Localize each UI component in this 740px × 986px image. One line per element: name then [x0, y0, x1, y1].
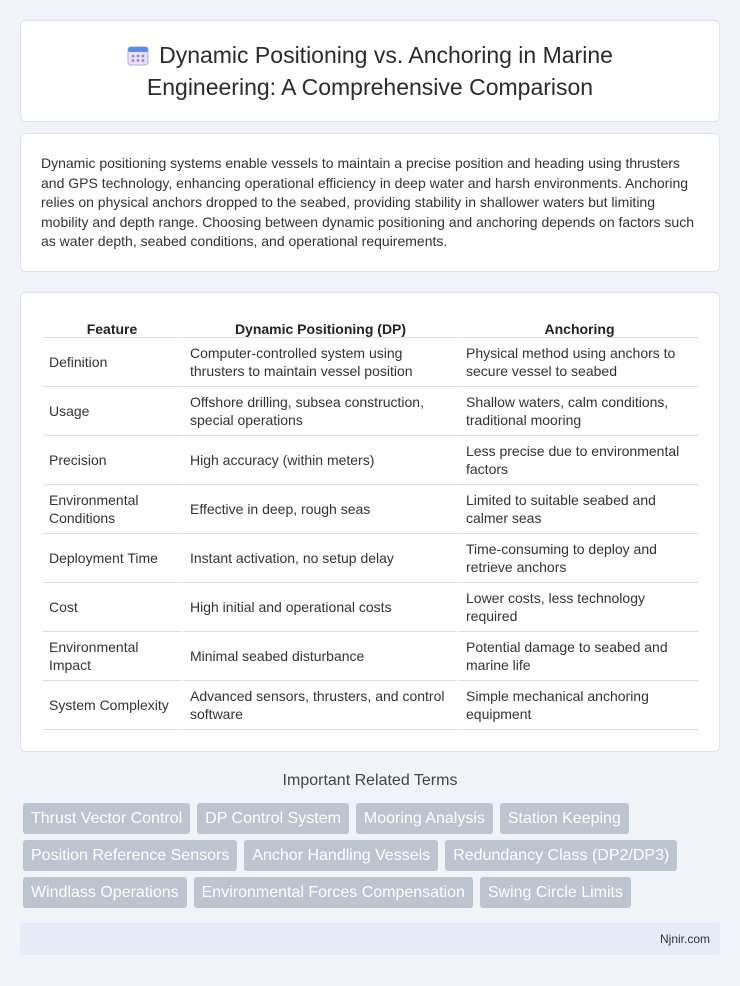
table-header-row: [43, 315, 699, 338]
table-row: [43, 387, 699, 436]
footer: [20, 923, 720, 955]
intro-card: [20, 133, 720, 272]
header-dp: Dynamic Positioning (DP): [181, 315, 457, 338]
feature-cell: Environmental Impact: [43, 632, 181, 681]
dp-cell: Offshore drilling, subsea construction, special operations: [181, 387, 457, 436]
anchoring-cell: Lower costs, less technology required: [457, 583, 699, 632]
table-row: [43, 681, 699, 730]
term-tag[interactable]: Thrust Vector Control: [23, 803, 190, 834]
dp-cell: Minimal seabed disturbance: [181, 632, 457, 681]
table-row: [43, 338, 699, 387]
term-tag[interactable]: Environmental Forces Compensation: [194, 877, 473, 908]
dp-cell: High initial and operational costs: [181, 583, 457, 632]
dp-cell: High accuracy (within meters): [181, 436, 457, 485]
feature-cell: Deployment Time: [43, 534, 181, 583]
dp-cell: Instant activation, no setup delay: [181, 534, 457, 583]
term-tag[interactable]: Position Reference Sensors: [23, 840, 237, 871]
term-tag[interactable]: Anchor Handling Vessels: [244, 840, 438, 871]
page-title: [90, 41, 650, 102]
footer-brand[interactable]: Njnir.com: [659, 932, 710, 946]
header-anchoring: Anchoring: [457, 315, 699, 338]
term-tag[interactable]: Redundancy Class (DP2/DP3): [445, 840, 677, 871]
term-tag[interactable]: Swing Circle Limits: [480, 877, 631, 908]
dp-cell: Advanced sensors, thrusters, and control software: [181, 681, 457, 730]
anchoring-cell: Potential damage to seabed and marine life: [457, 632, 699, 681]
dp-cell: Effective in deep, rough seas: [181, 485, 457, 534]
anchoring-cell: Shallow waters, calm conditions, traditional mooring: [457, 387, 699, 436]
anchoring-cell: Physical method using anchors to secure vessel to seabed: [457, 338, 699, 387]
term-tag[interactable]: Windlass Operations: [23, 877, 187, 908]
anchoring-cell: Time-consuming to deploy and retrieve anchors: [457, 534, 699, 583]
feature-cell: System Complexity: [43, 681, 181, 730]
anchoring-cell: Limited to suitable seabed and calmer seas: [457, 485, 699, 534]
table-row: [43, 485, 699, 534]
term-tag[interactable]: Station Keeping: [500, 803, 629, 834]
calendar-icon: [127, 44, 149, 73]
related-terms-list: [23, 803, 723, 914]
table-row: [43, 632, 699, 681]
table-row: [43, 436, 699, 485]
comparison-table: [43, 315, 699, 730]
feature-cell: Environmental Conditions: [43, 485, 181, 534]
related-terms-heading: Important Related Terms: [282, 772, 458, 789]
anchoring-cell: Simple mechanical anchoring equipment: [457, 681, 699, 730]
page-title-text: Dynamic Positioning vs. Anchoring in Marine Engineering: A Comprehensive Comparison: [146, 41, 613, 100]
table-row: [43, 583, 699, 632]
term-tag[interactable]: Mooring Analysis: [356, 803, 493, 834]
dp-cell: Computer-controlled system using thrusters to maintain vessel position: [181, 338, 457, 387]
term-tag[interactable]: DP Control System: [197, 803, 349, 834]
feature-cell: Definition: [43, 338, 181, 387]
anchoring-cell: Less precise due to environmental factors: [457, 436, 699, 485]
feature-cell: Cost: [43, 583, 181, 632]
feature-cell: Precision: [43, 436, 181, 485]
feature-cell: Usage: [43, 387, 181, 436]
table-row: [43, 534, 699, 583]
intro-paragraph: Dynamic positioning systems enable vessels to maintain a precise position and heading using thrusters and GPS technology, enhancing operational efficiency in deep water and harsh environments. Anchoring relies on physical anchors dropped to the seabed, providing stability in shallower waters but limiting mobility and depth range. Choosing between dynamic positioning and anchoring depends on factors such as water depth, seabed conditions, and operational requirements.: [41, 155, 694, 250]
title-card: [20, 20, 720, 122]
comparison-card: [20, 292, 720, 752]
header-feature: Feature: [43, 315, 181, 338]
